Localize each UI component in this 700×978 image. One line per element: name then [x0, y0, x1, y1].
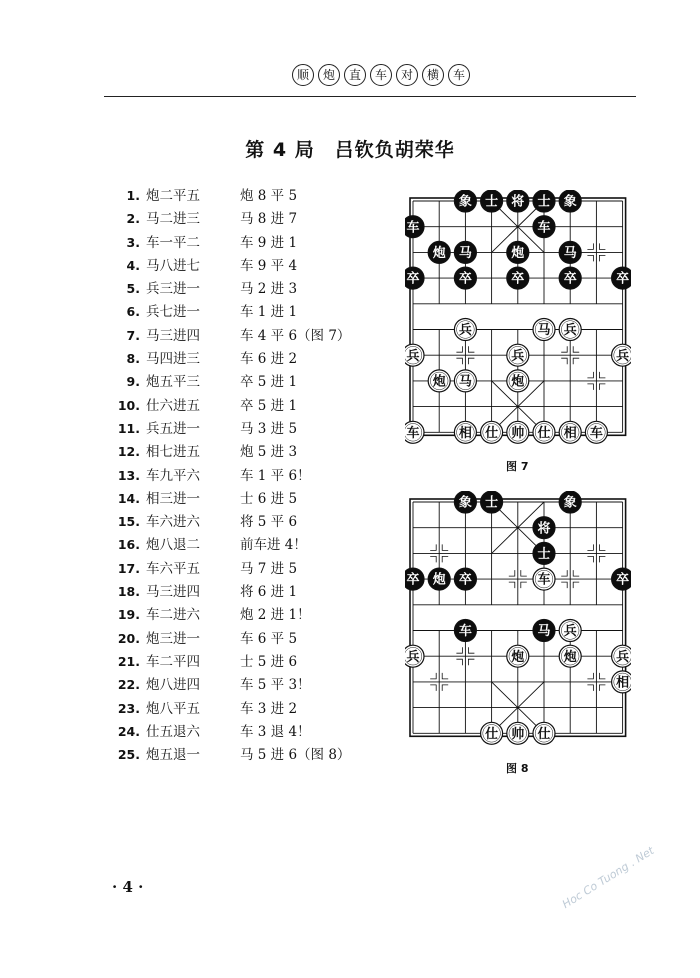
move-black: 车 9 平 4	[240, 257, 298, 274]
move-red: 兵五进一	[146, 420, 200, 437]
position-marker	[573, 346, 579, 352]
position-marker	[430, 685, 436, 691]
move-red: 相七进五	[146, 444, 200, 461]
move-row	[106, 324, 366, 347]
position-marker	[509, 582, 515, 588]
piece-label: 将	[511, 194, 525, 210]
board-diagram-7	[405, 190, 631, 450]
move-black: 车 5 平 3！	[240, 677, 311, 694]
move-red: 仕六进五	[146, 397, 200, 414]
move-black: 马 3 进 5	[240, 420, 298, 437]
move-black: 马 8 进 7	[240, 211, 298, 228]
move-red: 车一平二	[146, 234, 200, 251]
position-marker	[521, 570, 527, 576]
piece-label: 象	[458, 194, 472, 210]
move-black: 车 6 进 2	[240, 351, 298, 368]
move-black: 将 6 进 1	[240, 584, 298, 601]
position-marker	[587, 685, 593, 691]
move-row	[106, 417, 366, 440]
piece-label: 仕	[485, 425, 499, 441]
piece-label: 卒	[511, 271, 525, 287]
move-black: 马 2 进 3	[240, 281, 298, 298]
header-title-char: 顺	[292, 64, 314, 86]
board-svg	[405, 491, 631, 751]
piece-label: 仕	[485, 726, 499, 742]
position-marker	[468, 647, 474, 653]
piece-label: 马	[537, 624, 551, 640]
move-row	[106, 440, 366, 463]
move-row	[106, 697, 366, 720]
position-marker	[587, 673, 593, 679]
move-black: 车 1 平 6！	[240, 467, 311, 484]
position-marker	[587, 544, 593, 550]
move-black: 车 3 进 2	[240, 700, 298, 717]
header-title-char: 对	[396, 64, 418, 86]
piece-label: 兵	[406, 348, 420, 364]
move-black: 炮 5 进 3	[240, 444, 298, 461]
move-red: 炮二平五	[146, 188, 200, 204]
position-marker	[442, 685, 448, 691]
piece-label: 士	[537, 547, 551, 562]
move-num: 9.	[126, 374, 140, 390]
move-black: 马 5 进 6（图 8）	[240, 747, 351, 764]
move-black: 卒 5 进 1	[240, 374, 298, 391]
move-black: 车 1 进 1	[240, 304, 298, 321]
piece-label: 象	[563, 495, 577, 511]
piece-label: 马	[563, 246, 577, 261]
piece-label: 兵	[616, 649, 630, 665]
piece-label: 车	[537, 220, 551, 236]
move-num: 1.	[126, 188, 140, 203]
move-red: 兵三进一	[146, 281, 200, 298]
board-caption-7: 图 7	[506, 460, 529, 473]
piece-label: 兵	[563, 323, 577, 339]
move-num: 20.	[117, 630, 140, 646]
piece-label: 相	[616, 675, 630, 691]
move-num: 7.	[126, 327, 140, 343]
piece-label: 马	[458, 374, 472, 390]
position-marker	[587, 243, 593, 249]
move-num: 23.	[117, 700, 140, 716]
position-marker	[573, 358, 579, 364]
watermark: Hoc Co Tuong . Net	[560, 844, 657, 912]
move-num: 2.	[126, 211, 140, 227]
move-red: 仕五退六	[146, 723, 200, 740]
move-num: 6.	[126, 304, 140, 320]
piece-label: 车	[406, 425, 420, 441]
move-num: 11.	[117, 420, 140, 436]
piece-label: 兵	[511, 348, 525, 364]
move-red: 车六平五	[146, 560, 200, 577]
move-red: 马八进七	[146, 257, 200, 274]
position-marker	[521, 582, 527, 588]
running-header-title	[292, 64, 470, 86]
header-title-char: 横	[422, 64, 444, 86]
position-marker	[561, 570, 567, 576]
position-marker	[509, 570, 515, 576]
position-marker	[456, 647, 462, 653]
piece-label: 帅	[511, 425, 525, 441]
piece-label: 士	[485, 194, 499, 210]
header-title-char: 炮	[318, 64, 340, 86]
move-red: 炮三进一	[146, 630, 200, 647]
header-title-char: 车	[448, 64, 470, 86]
move-red: 炮八平五	[146, 700, 200, 717]
piece-label: 炮	[432, 374, 446, 390]
move-black: 马 7 进 5	[240, 560, 298, 577]
move-black: 炮 2 进 1！	[240, 607, 311, 624]
position-marker	[468, 659, 474, 665]
move-row	[106, 533, 366, 556]
move-black: 卒 5 进 1	[240, 397, 298, 414]
piece-label: 将	[537, 521, 551, 537]
game-title: 第 4 局 吕钦负胡荣华	[245, 139, 455, 161]
position-marker	[599, 372, 605, 378]
position-marker	[456, 659, 462, 665]
move-num: 17.	[117, 560, 140, 576]
piece-label: 车	[589, 425, 603, 441]
piece-label: 象	[458, 495, 472, 511]
move-num: 5.	[126, 281, 140, 297]
piece-label: 卒	[616, 572, 630, 588]
move-num: 10.	[117, 397, 140, 413]
piece-label: 士	[485, 495, 499, 511]
move-black: 车 3 退 4！	[240, 723, 311, 740]
position-marker	[468, 346, 474, 352]
move-row	[106, 231, 366, 254]
move-red: 炮五平三	[146, 374, 200, 391]
position-marker	[587, 255, 593, 261]
position-marker	[599, 243, 605, 249]
move-black: 将 5 平 6	[240, 514, 298, 531]
piece-label: 象	[563, 194, 577, 210]
move-black: 车 4 平 6（图 7）	[240, 327, 351, 344]
move-row	[106, 557, 366, 580]
move-num: 18.	[117, 584, 140, 600]
move-row	[106, 603, 366, 626]
position-marker	[442, 673, 448, 679]
header-rule	[104, 96, 636, 97]
position-marker	[587, 372, 593, 378]
position-marker	[442, 556, 448, 562]
piece-label: 炮	[511, 246, 525, 261]
running-header	[0, 60, 700, 96]
position-marker	[599, 673, 605, 679]
move-black: 车 6 平 5	[240, 630, 298, 647]
board-svg	[405, 190, 631, 450]
move-red: 车六进六	[146, 514, 200, 531]
move-row	[106, 254, 366, 277]
piece-label: 车	[537, 572, 551, 588]
position-marker	[599, 384, 605, 390]
position-marker	[561, 346, 567, 352]
piece-label: 车	[406, 220, 420, 236]
position-marker	[561, 358, 567, 364]
position-marker	[599, 544, 605, 550]
piece-label: 卒	[458, 572, 472, 588]
move-row	[106, 184, 366, 207]
piece-label: 帅	[511, 726, 525, 742]
piece-label: 炮	[432, 246, 446, 261]
position-marker	[468, 358, 474, 364]
piece-label: 相	[563, 425, 577, 441]
position-marker	[587, 556, 593, 562]
piece-label: 车	[458, 624, 472, 640]
page-number: · 4 ·	[112, 878, 144, 896]
move-row	[106, 580, 366, 603]
piece-label: 马	[537, 323, 551, 339]
position-marker	[599, 556, 605, 562]
position-marker	[587, 384, 593, 390]
move-black: 炮 8 平 5	[240, 188, 298, 204]
position-marker	[456, 346, 462, 352]
position-marker	[599, 685, 605, 691]
move-num: 25.	[117, 747, 140, 763]
piece-label: 卒	[458, 271, 472, 287]
move-num: 13.	[117, 467, 140, 483]
move-row	[106, 720, 366, 743]
piece-label: 炮	[563, 649, 577, 665]
move-red: 炮五退一	[146, 747, 200, 764]
position-marker	[599, 255, 605, 261]
move-row	[106, 743, 366, 766]
move-num: 24.	[117, 723, 140, 739]
move-num: 22.	[117, 677, 140, 693]
position-marker	[573, 570, 579, 576]
board-caption-8: 图 8	[506, 762, 529, 775]
move-num: 14.	[117, 490, 140, 506]
position-marker	[442, 544, 448, 550]
move-num: 16.	[117, 537, 140, 553]
move-black: 前车进 4！	[240, 537, 307, 554]
move-red: 车二平四	[146, 653, 200, 670]
move-num: 19.	[117, 607, 140, 623]
position-marker	[430, 556, 436, 562]
piece-label: 士	[537, 194, 551, 210]
move-black: 车 9 进 1	[240, 234, 298, 251]
piece-label: 兵	[616, 348, 630, 364]
position-marker	[573, 582, 579, 588]
piece-label: 卒	[406, 572, 420, 588]
move-row	[106, 464, 366, 487]
piece-label: 卒	[616, 271, 630, 287]
move-red: 兵七进一	[146, 304, 200, 321]
move-row	[106, 300, 366, 323]
move-red: 炮八退二	[146, 537, 200, 554]
move-row	[106, 487, 366, 510]
move-red: 马四进三	[146, 351, 200, 368]
piece-label: 卒	[406, 271, 420, 287]
header-title-char: 车	[370, 64, 392, 86]
piece-label: 炮	[511, 374, 525, 390]
piece-label: 仕	[537, 726, 551, 742]
move-black: 士 5 进 6	[240, 653, 298, 670]
position-marker	[430, 673, 436, 679]
move-num: 4.	[126, 257, 140, 273]
move-num: 8.	[126, 351, 140, 367]
move-row	[106, 627, 366, 650]
piece-label: 兵	[563, 624, 577, 640]
piece-label: 卒	[563, 271, 577, 287]
piece-label: 马	[458, 246, 472, 261]
move-num: 21.	[117, 653, 140, 669]
position-marker	[430, 544, 436, 550]
move-red: 车九平六	[146, 467, 200, 484]
move-row	[106, 673, 366, 696]
piece-label: 仕	[537, 425, 551, 441]
move-num: 15.	[117, 514, 140, 530]
move-row	[106, 347, 366, 370]
move-red: 炮八进四	[146, 677, 200, 694]
piece-label: 炮	[511, 649, 525, 665]
move-num: 12.	[117, 444, 140, 460]
move-red: 马三进四	[146, 584, 200, 601]
piece-label: 相	[458, 425, 472, 441]
position-marker	[561, 582, 567, 588]
header-title-char: 直	[344, 64, 366, 86]
board-diagram-8	[405, 491, 631, 751]
piece-label: 炮	[432, 572, 446, 588]
position-marker	[456, 358, 462, 364]
move-red: 马三进四	[146, 327, 200, 344]
move-list	[106, 184, 366, 766]
move-row	[106, 370, 366, 393]
move-red: 相三进一	[146, 490, 200, 507]
move-black: 士 6 进 5	[240, 490, 298, 507]
move-red: 马二进三	[146, 211, 200, 228]
piece-label: 兵	[458, 323, 472, 339]
piece-label: 兵	[406, 649, 420, 665]
move-num: 3.	[126, 234, 140, 250]
move-row	[106, 394, 366, 417]
move-row	[106, 510, 366, 533]
move-row	[106, 277, 366, 300]
move-red: 车二进六	[146, 607, 200, 624]
move-row	[106, 207, 366, 230]
move-row	[106, 650, 366, 673]
